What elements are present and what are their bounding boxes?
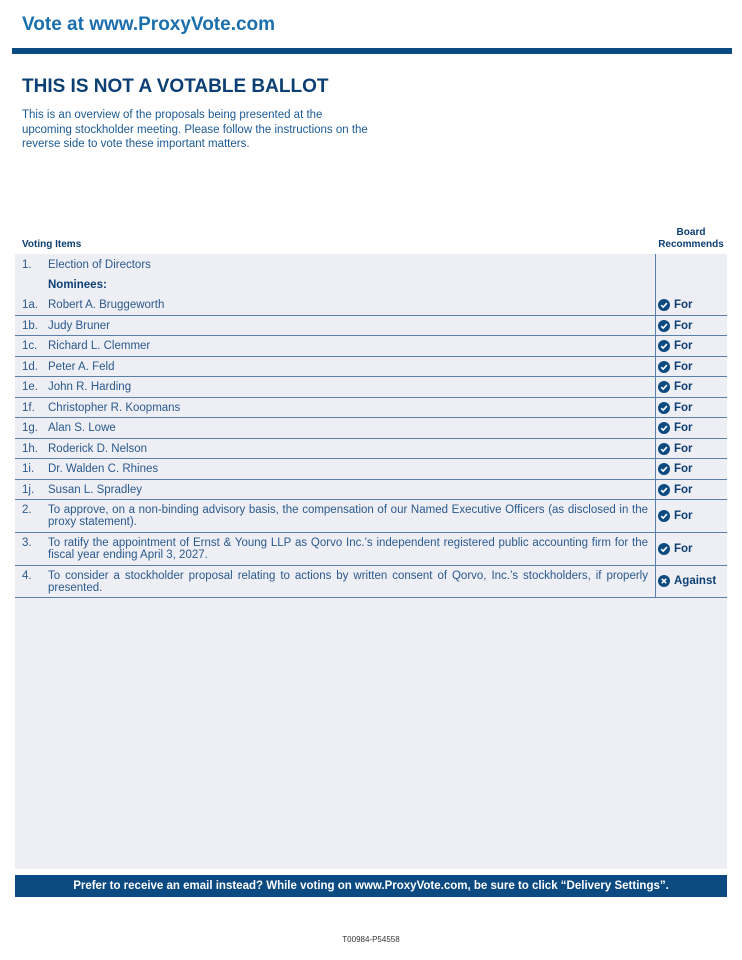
- voting-items-header: Voting Items: [22, 239, 82, 250]
- recommendation-for: [658, 443, 727, 455]
- check-circle-icon: [658, 361, 670, 373]
- table-row: [15, 439, 727, 459]
- recommendation-text: For: [674, 402, 693, 414]
- item-number: 4.: [22, 570, 32, 582]
- document-code: T00984-P54558: [342, 935, 400, 944]
- recommendation-text: For: [674, 320, 693, 332]
- check-circle-icon: [658, 463, 670, 475]
- recommendation-text: For: [674, 361, 693, 373]
- header-rule: [12, 48, 732, 54]
- recommendation-text: For: [674, 340, 693, 352]
- recommendation-text: Against: [674, 575, 717, 587]
- check-circle-icon: [658, 320, 670, 332]
- recommendation-for: [658, 299, 727, 311]
- check-circle-icon: [658, 402, 670, 414]
- item-text: Robert A. Bruggeworth: [48, 299, 165, 311]
- x-circle-icon: [658, 575, 670, 587]
- recommendation-text: For: [674, 422, 693, 434]
- board-recommends-line2: Recommends: [658, 238, 724, 250]
- recommendation-text: For: [674, 443, 693, 455]
- intro-text: This is an overview of the proposals being presented at the upcoming stockholder meeting. Please follow the instructions on the reverse side to vote these important matters.: [22, 109, 368, 150]
- recommendation-text: For: [674, 381, 693, 393]
- item-text: To consider a stockholder proposal relating to actions by written consent of Qorvo, Inc.’s stockholders, if properly presented.: [48, 570, 648, 594]
- table-row: [15, 295, 727, 316]
- item-number: 1d.: [22, 361, 38, 373]
- recommendation-text: For: [674, 484, 693, 496]
- item-number: 1h.: [22, 443, 38, 455]
- table-row: [15, 377, 727, 398]
- recommendation-for: [658, 361, 727, 373]
- table-row: [15, 279, 727, 293]
- item-text: Susan L. Spradley: [48, 484, 142, 496]
- recommendation-for: [658, 543, 727, 555]
- recommendation-against: [658, 575, 727, 587]
- table-row: [15, 418, 727, 439]
- item-number: 1j.: [22, 484, 35, 496]
- item-number: 1i.: [22, 463, 35, 475]
- item-text: John R. Harding: [48, 381, 132, 393]
- item-number: 1a.: [22, 299, 38, 311]
- check-circle-icon: [658, 484, 670, 496]
- table-row: [15, 316, 727, 336]
- item-text: Peter A. Feld: [48, 361, 115, 373]
- recommendation-text: For: [674, 299, 693, 311]
- item-text: Roderick D. Nelson: [48, 443, 148, 455]
- item-text: Judy Bruner: [48, 320, 111, 332]
- delivery-settings-banner: Prefer to receive an email instead? While voting on www.ProxyVote.com, be sure to click “Delivery Settings”.: [15, 875, 727, 897]
- item-number: 1c.: [22, 340, 38, 352]
- check-circle-icon: [658, 510, 670, 522]
- item-number: 1b.: [22, 320, 38, 332]
- recommendation-for: [658, 320, 727, 332]
- check-circle-icon: [658, 543, 670, 555]
- board-recommends-header: [655, 227, 727, 250]
- recommendation-text: For: [674, 543, 693, 555]
- table-row: [15, 336, 727, 357]
- table-row: [15, 480, 727, 500]
- item-number: 1f.: [22, 402, 35, 414]
- item-text: To approve, on a non-binding advisory basis, the compensation of our Named Executive Officers (as disclosed in the proxy statement).: [48, 504, 648, 528]
- item-number: 1.: [22, 259, 32, 271]
- table-row: [15, 533, 727, 566]
- item-text: Alan S. Lowe: [48, 422, 116, 434]
- nominees-label: Nominees:: [48, 279, 107, 291]
- item-text: Dr. Walden C. Rhines: [48, 463, 159, 475]
- site-title: Vote at www.ProxyVote.com: [22, 14, 276, 35]
- recommendation-for: [658, 510, 727, 522]
- recommendation-for: [658, 484, 727, 496]
- table-row: [15, 459, 727, 480]
- item-number: 1e.: [22, 381, 38, 393]
- recommendation-for: [658, 422, 727, 434]
- item-number: 1g.: [22, 422, 38, 434]
- check-circle-icon: [658, 299, 670, 311]
- item-text: To ratify the appointment of Ernst & Young LLP as Qorvo Inc.’s independent registered public accounting firm for the fiscal year ending April 3, 2027.: [48, 537, 648, 561]
- check-circle-icon: [658, 422, 670, 434]
- table-row: [15, 398, 727, 418]
- item-number: 2.: [22, 504, 32, 516]
- item-text: Election of Directors: [48, 259, 151, 271]
- recommendation-for: [658, 340, 727, 352]
- item-text: Richard L. Clemmer: [48, 340, 151, 352]
- recommendation-for: [658, 463, 727, 475]
- recommendation-text: For: [674, 510, 693, 522]
- page-title: THIS IS NOT A VOTABLE BALLOT: [22, 76, 329, 97]
- table-row: [15, 357, 727, 377]
- table-row: [15, 566, 727, 598]
- recommendation-for: [658, 381, 727, 393]
- board-recommends-line1: Board: [676, 227, 706, 238]
- check-circle-icon: [658, 443, 670, 455]
- item-text: Christopher R. Koopmans: [48, 402, 181, 414]
- check-circle-icon: [658, 340, 670, 352]
- check-circle-icon: [658, 381, 670, 393]
- item-number: 3.: [22, 537, 32, 549]
- table-row: [15, 259, 727, 273]
- recommendation-for: [658, 402, 727, 414]
- table-row: [15, 500, 727, 533]
- recommendation-text: For: [674, 463, 693, 475]
- voting-items-table: [15, 254, 727, 869]
